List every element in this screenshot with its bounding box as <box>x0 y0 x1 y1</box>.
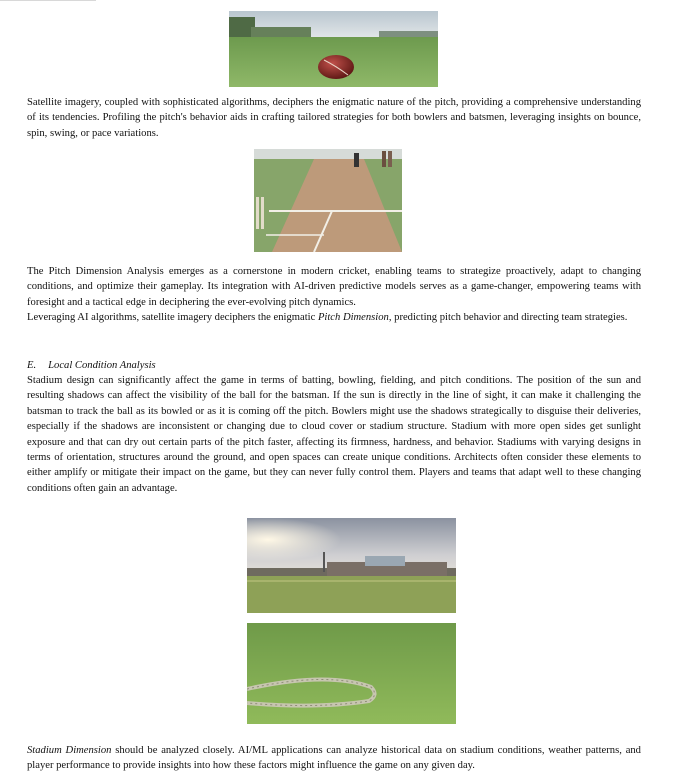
section-title: Local Condition Analysis <box>48 360 156 371</box>
section-heading <box>27 358 156 373</box>
stadium-dimension-emphasis: Stadium Dimension <box>27 745 112 756</box>
stadium-dimension-text: should be analyzed closely. AI/ML applications can analyze historical data on stadium conditions, weather patterns, and player performance to provide insights into how these factors might influence the game on any given day. <box>27 745 641 772</box>
paragraph-stadium-design: Stadium design can significantly affect the game in terms of batting, bowling, fielding, and pitch conditions. The position of the sun and resulting shadows can affect the visibility of the ball for the batsman. If the sun is directly in the line of sight, it can make it challenging the batsman to track the ball as its bowled or as it is coming off the pitch. Bowlers might use the shadows strategically to disguise their deliveries, especially if the shadows are inconsistent or changing due to cloud cover or stadium structure. Stadium with more open sides get sunlight exposure and that can dry out certain parts of the pitch faster, affecting its firmness, hardness, and behavior. Stadiums with varying designs in terms of orientation, structures around the ground, and open spaces can create unique conditions. Architects often consider these elements to either amplify or mitigate their impact on the game, but they can never fully control them. Players and teams that adapt well to these changing conditions often gain an advantage. <box>27 375 641 494</box>
cricket-ball-image <box>229 11 438 87</box>
leveraging-text-after: , predicting pitch behavior and directing team strategies. <box>388 312 628 323</box>
section-number: E. <box>27 360 37 371</box>
figure-stadium <box>247 518 456 613</box>
paragraph-stadium-dimension <box>27 743 641 774</box>
figure-cricket-ball <box>229 11 438 87</box>
figure-cricket-pitch <box>254 149 402 252</box>
paragraph-leveraging-ai <box>27 310 641 325</box>
paragraph-satellite-imagery: Satellite imagery, coupled with sophisticated algorithms, deciphers the enigmatic nature of the pitch, providing a comprehensive understanding of its tendencies. Profiling the pitch's behavior aids in crafting tailored strategies for both bowlers and batsmen, leveraging insights on bounce, spin, swing, or pace variations. <box>27 97 641 139</box>
page-top-rule <box>0 0 96 1</box>
leveraging-text-before: Leveraging AI algorithms, satellite imagery deciphers the enigmatic <box>27 312 318 323</box>
figure-boundary-rope <box>247 623 456 724</box>
paragraph-pitch-dimension-analysis: The Pitch Dimension Analysis emerges as a cornerstone in modern cricket, enabling teams to strategize proactively, adapt to changing conditions, and optimize their gameplay. Its integration with AI-driven predictive models serves as a game-changer, empowering teams with foresight and a tactical edge in deciphering the ever-evolving pitch dynamics. <box>27 266 641 308</box>
stadium-image <box>247 518 456 613</box>
cricket-pitch-image <box>254 149 402 252</box>
boundary-rope-image <box>247 623 456 724</box>
pitch-dimension-emphasis: Pitch Dimension <box>317 312 389 323</box>
